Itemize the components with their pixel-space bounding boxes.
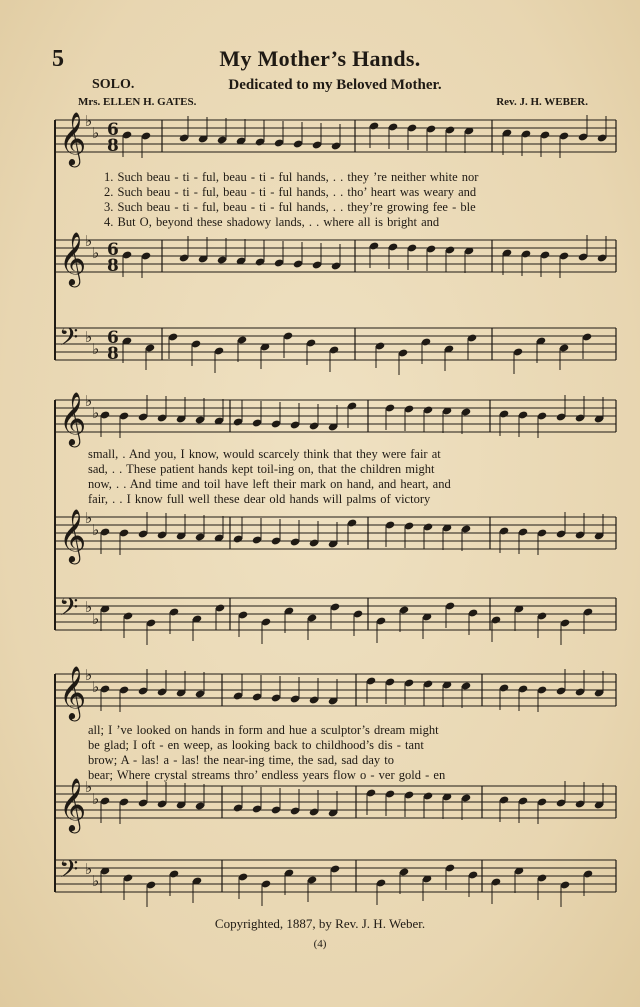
flat-sign: ♭: [92, 678, 100, 696]
bass-clef: 𝄢: [59, 323, 79, 358]
time-signature-bottom: 8: [107, 256, 119, 276]
lyric-line: all; I ’ve looked on hands in form and hue a sculptor’s dream might: [88, 723, 439, 737]
copyright-notice: Copyrighted, 1887, by Rev. J. H. Weber.: [214, 916, 426, 931]
treble-clef: 𝄞: [59, 391, 87, 445]
flat-sign: ♭: [85, 232, 93, 250]
flat-sign: ♭: [85, 778, 93, 796]
lyric-line: 2. Such beau - ti - ful, beau - ti - ful hands, . . tho’ heart was weary and: [104, 185, 477, 199]
treble-clef: 𝄞: [59, 231, 87, 285]
flat-sign: ♭: [85, 666, 93, 684]
lyric-line: now, . . And time and toil have left their mark on hand, and heart, and: [88, 477, 451, 491]
flat-sign: ♭: [92, 404, 100, 422]
treble-clef: 𝄞: [59, 777, 87, 831]
treble-clef: 𝄞: [59, 665, 87, 719]
hymn-title: My Mother’s Hands.: [219, 46, 421, 71]
solo-label: SOLO.: [92, 77, 135, 92]
time-signature-top: 6: [107, 120, 119, 140]
flat-sign: ♭: [85, 598, 93, 616]
time-signature-bottom: 8: [107, 136, 119, 156]
lyric-line: 1. Such beau - ti - ful, beau - ti - ful hands, . . they ’re neither white nor: [104, 170, 479, 184]
lyric-line: small, . And you, I know, would scarcely think that they were fair at: [88, 447, 441, 461]
lyric-line: fair, . . I know full well these dear old hands will palms of victory: [88, 492, 431, 506]
flat-sign: ♭: [85, 509, 93, 527]
lyric-line: 4. But O, beyond these shadowy lands, . . where all is bright and: [104, 215, 440, 229]
dedication: Dedicated to my Beloved Mother.: [228, 77, 442, 93]
flat-sign: ♭: [85, 112, 93, 130]
composer-credit: Rev. J. H. WEBER.: [496, 96, 588, 108]
treble-clef: 𝄞: [59, 508, 87, 562]
lyricist-credit: Mrs. ELLEN H. GATES.: [78, 96, 197, 108]
time-signature-top: 6: [107, 240, 119, 260]
bass-clef: 𝄢: [59, 855, 79, 890]
lyric-line: bear; Where crystal streams thro’ endless years flow o - ver gold - en: [88, 768, 446, 782]
lyric-line: sad, . . These patient hands kept toil-ing on, that the children might: [88, 462, 435, 476]
treble-clef: 𝄞: [59, 111, 87, 165]
flat-sign: ♭: [92, 790, 100, 808]
page-number: 5: [52, 46, 64, 72]
time-signature-top: 6: [107, 328, 119, 348]
flat-sign: ♭: [85, 392, 93, 410]
flat-sign: ♭: [92, 521, 100, 539]
footer-page-number: (4): [313, 938, 327, 950]
bass-clef: 𝄢: [59, 593, 79, 628]
lyric-line: be glad; I oft - en weep, as looking back to childhood’s dis - tant: [88, 738, 424, 752]
lyric-line: 3. Such beau - ti - ful, beau - ti - ful hands, . . they’re growing fee - ble: [104, 200, 476, 214]
flat-sign: ♭: [92, 124, 100, 142]
flat-sign: ♭: [92, 340, 100, 358]
flat-sign: ♭: [92, 244, 100, 262]
flat-sign: ♭: [92, 872, 100, 890]
lyric-line: brow; A - las! a - las! the near-ing time, the sad, sad day to: [88, 753, 395, 767]
flat-sign: ♭: [92, 610, 100, 628]
flat-sign: ♭: [85, 328, 93, 346]
flat-sign: ♭: [85, 860, 93, 878]
time-signature-bottom: 8: [107, 344, 119, 364]
